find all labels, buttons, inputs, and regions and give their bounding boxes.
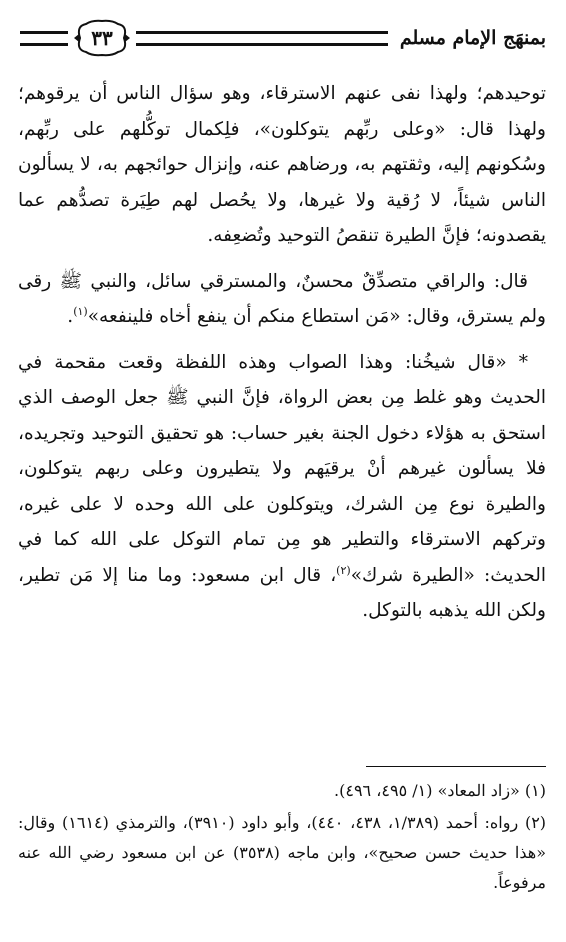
main-text bbox=[18, 76, 546, 639]
paragraph-3-text: * «قال شيخُنا: وهذا الصواب وهذه اللفظة وقعت مقحمة في الحديث وهو غلط مِن بعض الرواة، فإنَّ النبي ﷺ جعل الوصف الذي استحق به هؤلاء دخول الجنة بغير حساب: هو تحقيق التوحيد وتجريده، فلا يسألون غيرهم أنْ يرقيَهم ولا يتطيرون وعلى ربهم يتوكلون، والطيرة نوع مِن الشرك، ويتوكلون على الله وحده لا على غيره، وتركهم الاسترقاء والتطير هو مِن تمام التوكل على الله كما في الحديث: «الطيرة شرك» bbox=[18, 351, 546, 586]
footnote-separator bbox=[366, 766, 546, 767]
footnotes bbox=[18, 776, 546, 900]
header-rule-short bbox=[20, 31, 68, 46]
paragraph-2 bbox=[18, 264, 546, 335]
paragraph-2-text: قال: والراقي متصدِّقٌ محسنٌ، والمسترقي سائل، والنبي ﷺ رقى ولم يسترق، وقال: «مَن استطاع منكم أن ينفع أخاه فلينفعه» bbox=[18, 270, 546, 327]
page-header bbox=[20, 16, 546, 60]
paragraph-3-tail: ، قال ابن مسعود: وما منا إلا مَن تطير، ولكن الله يذهبه بالتوكل. bbox=[18, 564, 546, 621]
footnote-ref-1[interactable]: (١) bbox=[73, 304, 88, 318]
page-number: ٣٣ bbox=[91, 26, 113, 50]
paragraph-2-tail: . bbox=[67, 306, 74, 327]
footnote-2: (٢) رواه: أحمد (١/٣٨٩، ٤٣٨، ٤٤٠)، وأبو داود (٣٩١٠)، والترمذي (١٦١٤) وقال: «هذا حديث حسن صحيح»، وابن ماجه (٣٥٣٨) عن ابن مسعود رضي الله عنه مرفوعاً. bbox=[18, 813, 547, 892]
footnote-ref-2[interactable]: (٢) bbox=[336, 563, 351, 577]
paragraph-3 bbox=[18, 345, 546, 629]
footnote-1: (١) «زاد المعاد» (١/ ٤٩٥، ٤٩٦). bbox=[334, 781, 546, 800]
paragraph-1 bbox=[18, 76, 546, 254]
paragraph-1-text: توحيدهم؛ ولهذا نفى عنهم الاسترقاء، وهو سؤال الناس أن يرقوهم؛ ولهذا قال: «وعلى ربِّهم يتوكلون»، فلِكمال توكُّلهم على ربِّهم، وسُكونهم إليه، وثقتهم به، ورضاهم عنه، وإنزال حوائجهم به، لا يسألون الناس شيئاً، لا رُقية ولا غيرها، ولا يحُصل لهم طِيَرة تصدُّهم عما يقصدونه؛ فإنَّ الطيرة تنقصُ التوحيد وتُضعِفه. bbox=[18, 83, 546, 246]
page-number-ornament bbox=[72, 18, 132, 58]
header-rule-long bbox=[136, 31, 388, 46]
running-title: بمنهَج الإمام مسلم bbox=[399, 27, 546, 49]
